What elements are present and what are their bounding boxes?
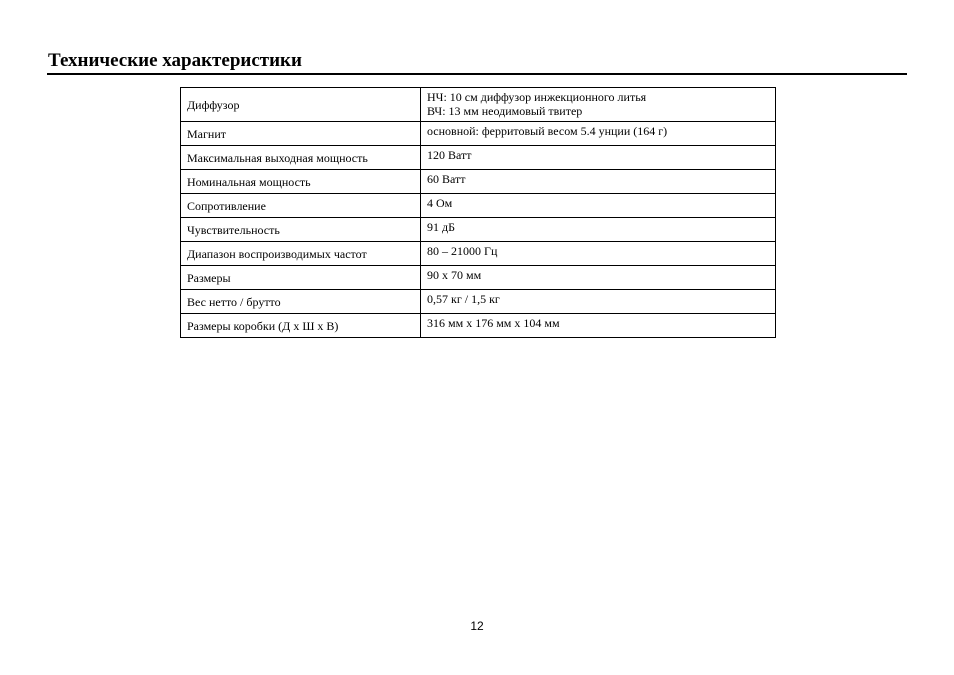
spec-value [421,88,776,122]
spec-value [421,122,776,146]
table-row [181,146,776,170]
spec-value-line: 90 х 70 мм [427,268,482,282]
spec-label: Сопротивление [181,194,421,218]
spec-label: Максимальная выходная мощность [181,146,421,170]
spec-label: Диапазон воспроизводимых частот [181,242,421,266]
spec-value [421,314,776,338]
table-row [181,314,776,338]
spec-label: Чувствительность [181,218,421,242]
spec-label: Магнит [181,122,421,146]
table-row [181,290,776,314]
table-row [181,242,776,266]
spec-value [421,170,776,194]
page-number: 12 [470,619,484,633]
spec-value-line: 4 Ом [427,196,453,210]
table-row [181,122,776,146]
table-row [181,88,776,122]
spec-label: Размеры [181,266,421,290]
spec-value [421,242,776,266]
spec-value [421,218,776,242]
page-title: Технические характеристики [48,50,302,71]
title-underline-divider [47,73,907,75]
spec-value-line: 60 Ватт [427,172,466,186]
table-row [181,266,776,290]
spec-value-line: 80 – 21000 Гц [427,244,498,258]
spec-value [421,266,776,290]
spec-value-line: НЧ: 10 см диффузор инжекционного литья [427,90,647,104]
table-row [181,170,776,194]
spec-value [421,194,776,218]
specifications-table [180,87,776,338]
spec-value [421,146,776,170]
spec-label: Номинальная мощность [181,170,421,194]
spec-value-line: 316 мм х 176 мм х 104 мм [427,316,560,330]
spec-value [421,290,776,314]
spec-label: Диффузор [181,88,421,122]
spec-value-line: ВЧ: 13 мм неодимовый твитер [427,104,583,118]
spec-value-line: 120 Ватт [427,148,472,162]
spec-label: Вес нетто / брутто [181,290,421,314]
spec-value-line: основной: ферритовый весом 5.4 унции (164 г) [427,124,668,138]
spec-label: Размеры коробки (Д х Ш х В) [181,314,421,338]
spec-value-line: 91 дБ [427,220,455,234]
table-row [181,218,776,242]
table-row [181,194,776,218]
spec-value-line: 0,57 кг / 1,5 кг [427,292,500,306]
